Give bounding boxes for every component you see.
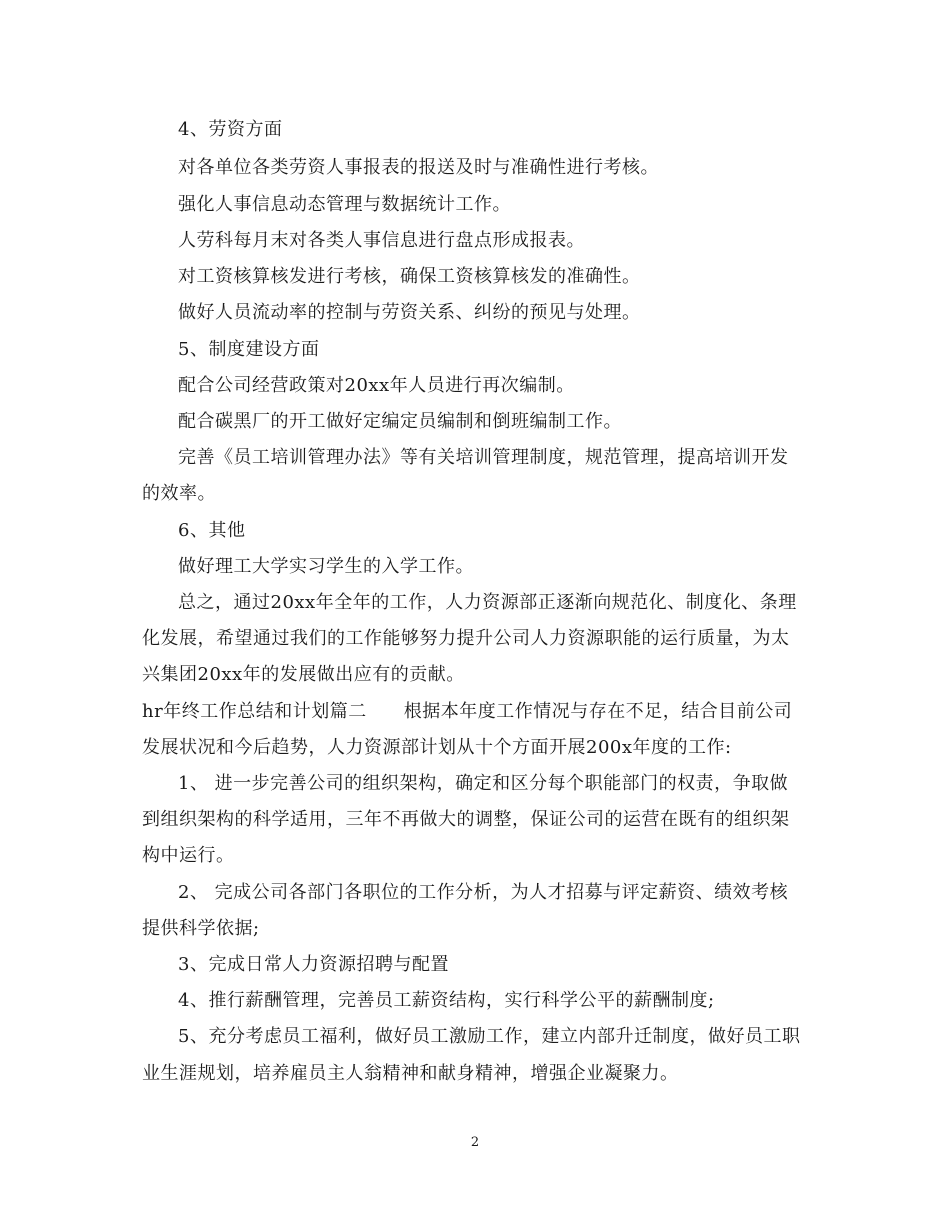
list-item-line: 业生涯规划，培养雇员主人翁精神和献身精神，增强企业凝聚力。 (142, 1063, 679, 1084)
list-item-line: 5、充分考虑员工福利，做好员工激励工作，建立内部升迁制度，做好员工职 (178, 1026, 801, 1047)
paragraph-line: 化发展，希望通过我们的工作能够努力提升公司人力资源职能的运行质量，为太 (142, 628, 790, 649)
paragraph-line: 发展状况和今后趋势，人力资源部计划从十个方面开展200x年度的工作: (142, 737, 732, 758)
section-heading-system: 5、制度建设方面 (178, 339, 320, 360)
list-item-line: 到组织架构的科学适用，三年不再做大的调整，保证公司的运营在既有的组织架 (142, 809, 790, 830)
paragraph-line: 配合公司经营政策对20xx年人员进行再次编制。 (178, 375, 575, 396)
paragraph-line: 完善《员工培训管理办法》等有关培训管理制度，规范管理，提高培训开发 (178, 447, 789, 468)
paragraph-line: 对工资核算核发进行考核，确保工资核算核发的准确性。 (178, 266, 641, 287)
paragraph-line: 对各单位各类劳资人事报表的报送及时与准确性进行考核。 (178, 157, 659, 178)
list-item-line: 1、 进一步完善公司的组织架构，确定和区分每个职能部门的权责，争取做 (178, 773, 789, 794)
paragraph-line: 兴集团20xx年的发展做出应有的贡献。 (142, 664, 465, 685)
list-item-line: 4、推行薪酬管理，完善员工薪资结构，实行科学公平的薪酬制度; (178, 990, 715, 1011)
list-item-line: 构中运行。 (142, 845, 235, 866)
paragraph-line: 做好人员流动率的控制与劳资关系、纠纷的预见与处理。 (178, 302, 641, 323)
article-title-line: hr年终工作总结和计划篇二 根据本年度工作情况与存在不足，结合目前公司 (142, 701, 793, 722)
paragraph-line: 做好理工大学实习学生的入学工作。 (178, 556, 474, 577)
section-heading-other: 6、其他 (178, 520, 246, 541)
paragraph-line: 的效率。 (142, 483, 216, 504)
list-item-line: 提供科学依据; (142, 918, 260, 939)
page-number: 2 (470, 1135, 480, 1150)
list-item-line: 3、完成日常人力资源招聘与配置 (178, 954, 449, 975)
paragraph-line: 配合碳黑厂的开工做好定编定员编制和倒班编制工作。 (178, 411, 622, 432)
section-heading-labor: 4、劳资方面 (178, 119, 283, 140)
list-item-line: 2、 完成公司各部门各职位的工作分析，为人才招募与评定薪资、绩效考核 (178, 882, 789, 903)
paragraph-line: 强化人事信息动态管理与数据统计工作。 (178, 194, 511, 215)
paragraph-line: 总之，通过20xx年全年的工作，人力资源部正逐渐向规范化、制度化、条理 (178, 592, 797, 613)
paragraph-line: 人劳科每月末对各类人事信息进行盘点形成报表。 (178, 230, 585, 251)
